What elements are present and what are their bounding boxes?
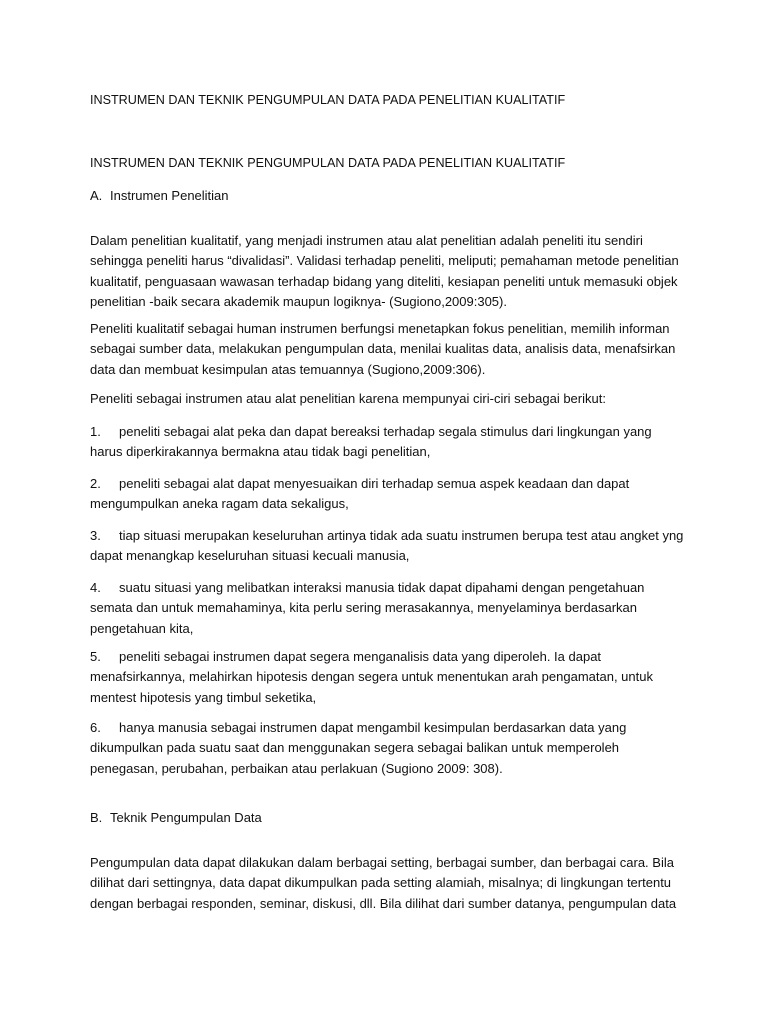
- document-title: INSTRUMEN DAN TEKNIK PENGUMPULAN DATA PADA PENELITIAN KUALITATIF: [90, 93, 566, 107]
- list-item-number: 5.: [90, 649, 101, 664]
- list-item-text: hanya manusia sebagai instrumen dapat mengambil kesimpulan berdasarkan data yang dikumpulkan pada suatu saat dan menggunakan segera sebagai balikan untuk memperoleh penegasan, perubahan, perbaikan atau perlakuan (Sugiono 2009: 308).: [90, 720, 627, 776]
- list-item: [90, 474, 685, 515]
- paragraph-3: Peneliti sebagai instrumen atau alat penelitian karena mempunyai ciri-ciri sebagai berikut:: [90, 391, 606, 406]
- section-b-heading: [90, 808, 262, 828]
- list-item-number: 2.: [90, 476, 101, 491]
- paragraph-1: Dalam penelitian kualitatif, yang menjadi instrumen atau alat penelitian adalah peneliti itu sendiri sehingga peneliti harus “divalidasi”. Validasi terhadap peneliti, meliputi; pemahaman metode penelitian kualitatif, penguasaan wawasan terhadap bidang yang diteliti, kesiapan peneliti untuk memasuki objek penelitian -baik secara akademik maupun logiknya- (Sugiono,2009:305).: [90, 233, 679, 309]
- list-item-text: peneliti sebagai alat dapat menyesuaikan diri terhadap semua aspek keadaan dan dapat mengumpulkan aneka ragam data sekaligus,: [90, 476, 630, 512]
- list-item-number: 4.: [90, 580, 101, 595]
- list-item: [90, 526, 685, 567]
- section-b-letter: B.: [90, 810, 103, 825]
- paragraph-4: Pengumpulan data dapat dilakukan dalam berbagai setting, berbagai sumber, dan berbagai cara. Bila dilihat dari settingnya, data dapat dikumpulkan pada setting alamiah, misalnya; di lingkungan tertentu dengan berbagai responden, seminar, diskusi, dll. Bila dilihat dari sumber datanya, pengumpulan data: [90, 855, 677, 911]
- list-item-number: 3.: [90, 528, 101, 543]
- list-item: [90, 422, 685, 463]
- section-b-title: Teknik Pengumpulan Data: [110, 810, 262, 825]
- list-item: [90, 718, 685, 779]
- list-item-text: tiap situasi merupakan keseluruhan artinya tidak ada suatu instrumen berupa test atau angket yng dapat menangkap keseluruhan situasi kecuali manusia,: [90, 528, 684, 564]
- list-item-number: 1.: [90, 424, 101, 439]
- list-item: [90, 578, 685, 639]
- document-title-repeat: INSTRUMEN DAN TEKNIK PENGUMPULAN DATA PADA PENELITIAN KUALITATIF: [90, 156, 566, 170]
- list-item-text: peneliti sebagai alat peka dan dapat bereaksi terhadap segala stimulus dari lingkungan yang harus diperkirakannya bermakna atau tidak bagi penelitian,: [90, 424, 652, 460]
- list-item-number: 6.: [90, 720, 101, 735]
- section-a-title: Instrumen Penelitian: [110, 188, 229, 203]
- list-item-text: peneliti sebagai instrumen dapat segera menganalisis data yang diperoleh. Ia dapat menafsirkannya, melahirkan hipotesis dengan segera untuk menentukan arah pengamatan, untuk mentest hipotesis yang timbul seketika,: [90, 649, 653, 705]
- list-item: [90, 647, 685, 708]
- paragraph-2: Peneliti kualitatif sebagai human instrumen berfungsi menetapkan fokus penelitian, memilih informan sebagai sumber data, melakukan pengumpulan data, menilai kualitas data, analisis data, menafsirkan data dan membuat kesimpulan atas temuannya (Sugiono,2009:306).: [90, 321, 676, 377]
- list-item-text: suatu situasi yang melibatkan interaksi manusia tidak dapat dipahami dengan pengetahuan semata dan untuk memahaminya, kita perlu sering merasakannya, menyelaminya berdasarkan pengetahuan kita,: [90, 580, 645, 636]
- section-a-letter: A.: [90, 188, 103, 203]
- section-a-heading: [90, 186, 229, 206]
